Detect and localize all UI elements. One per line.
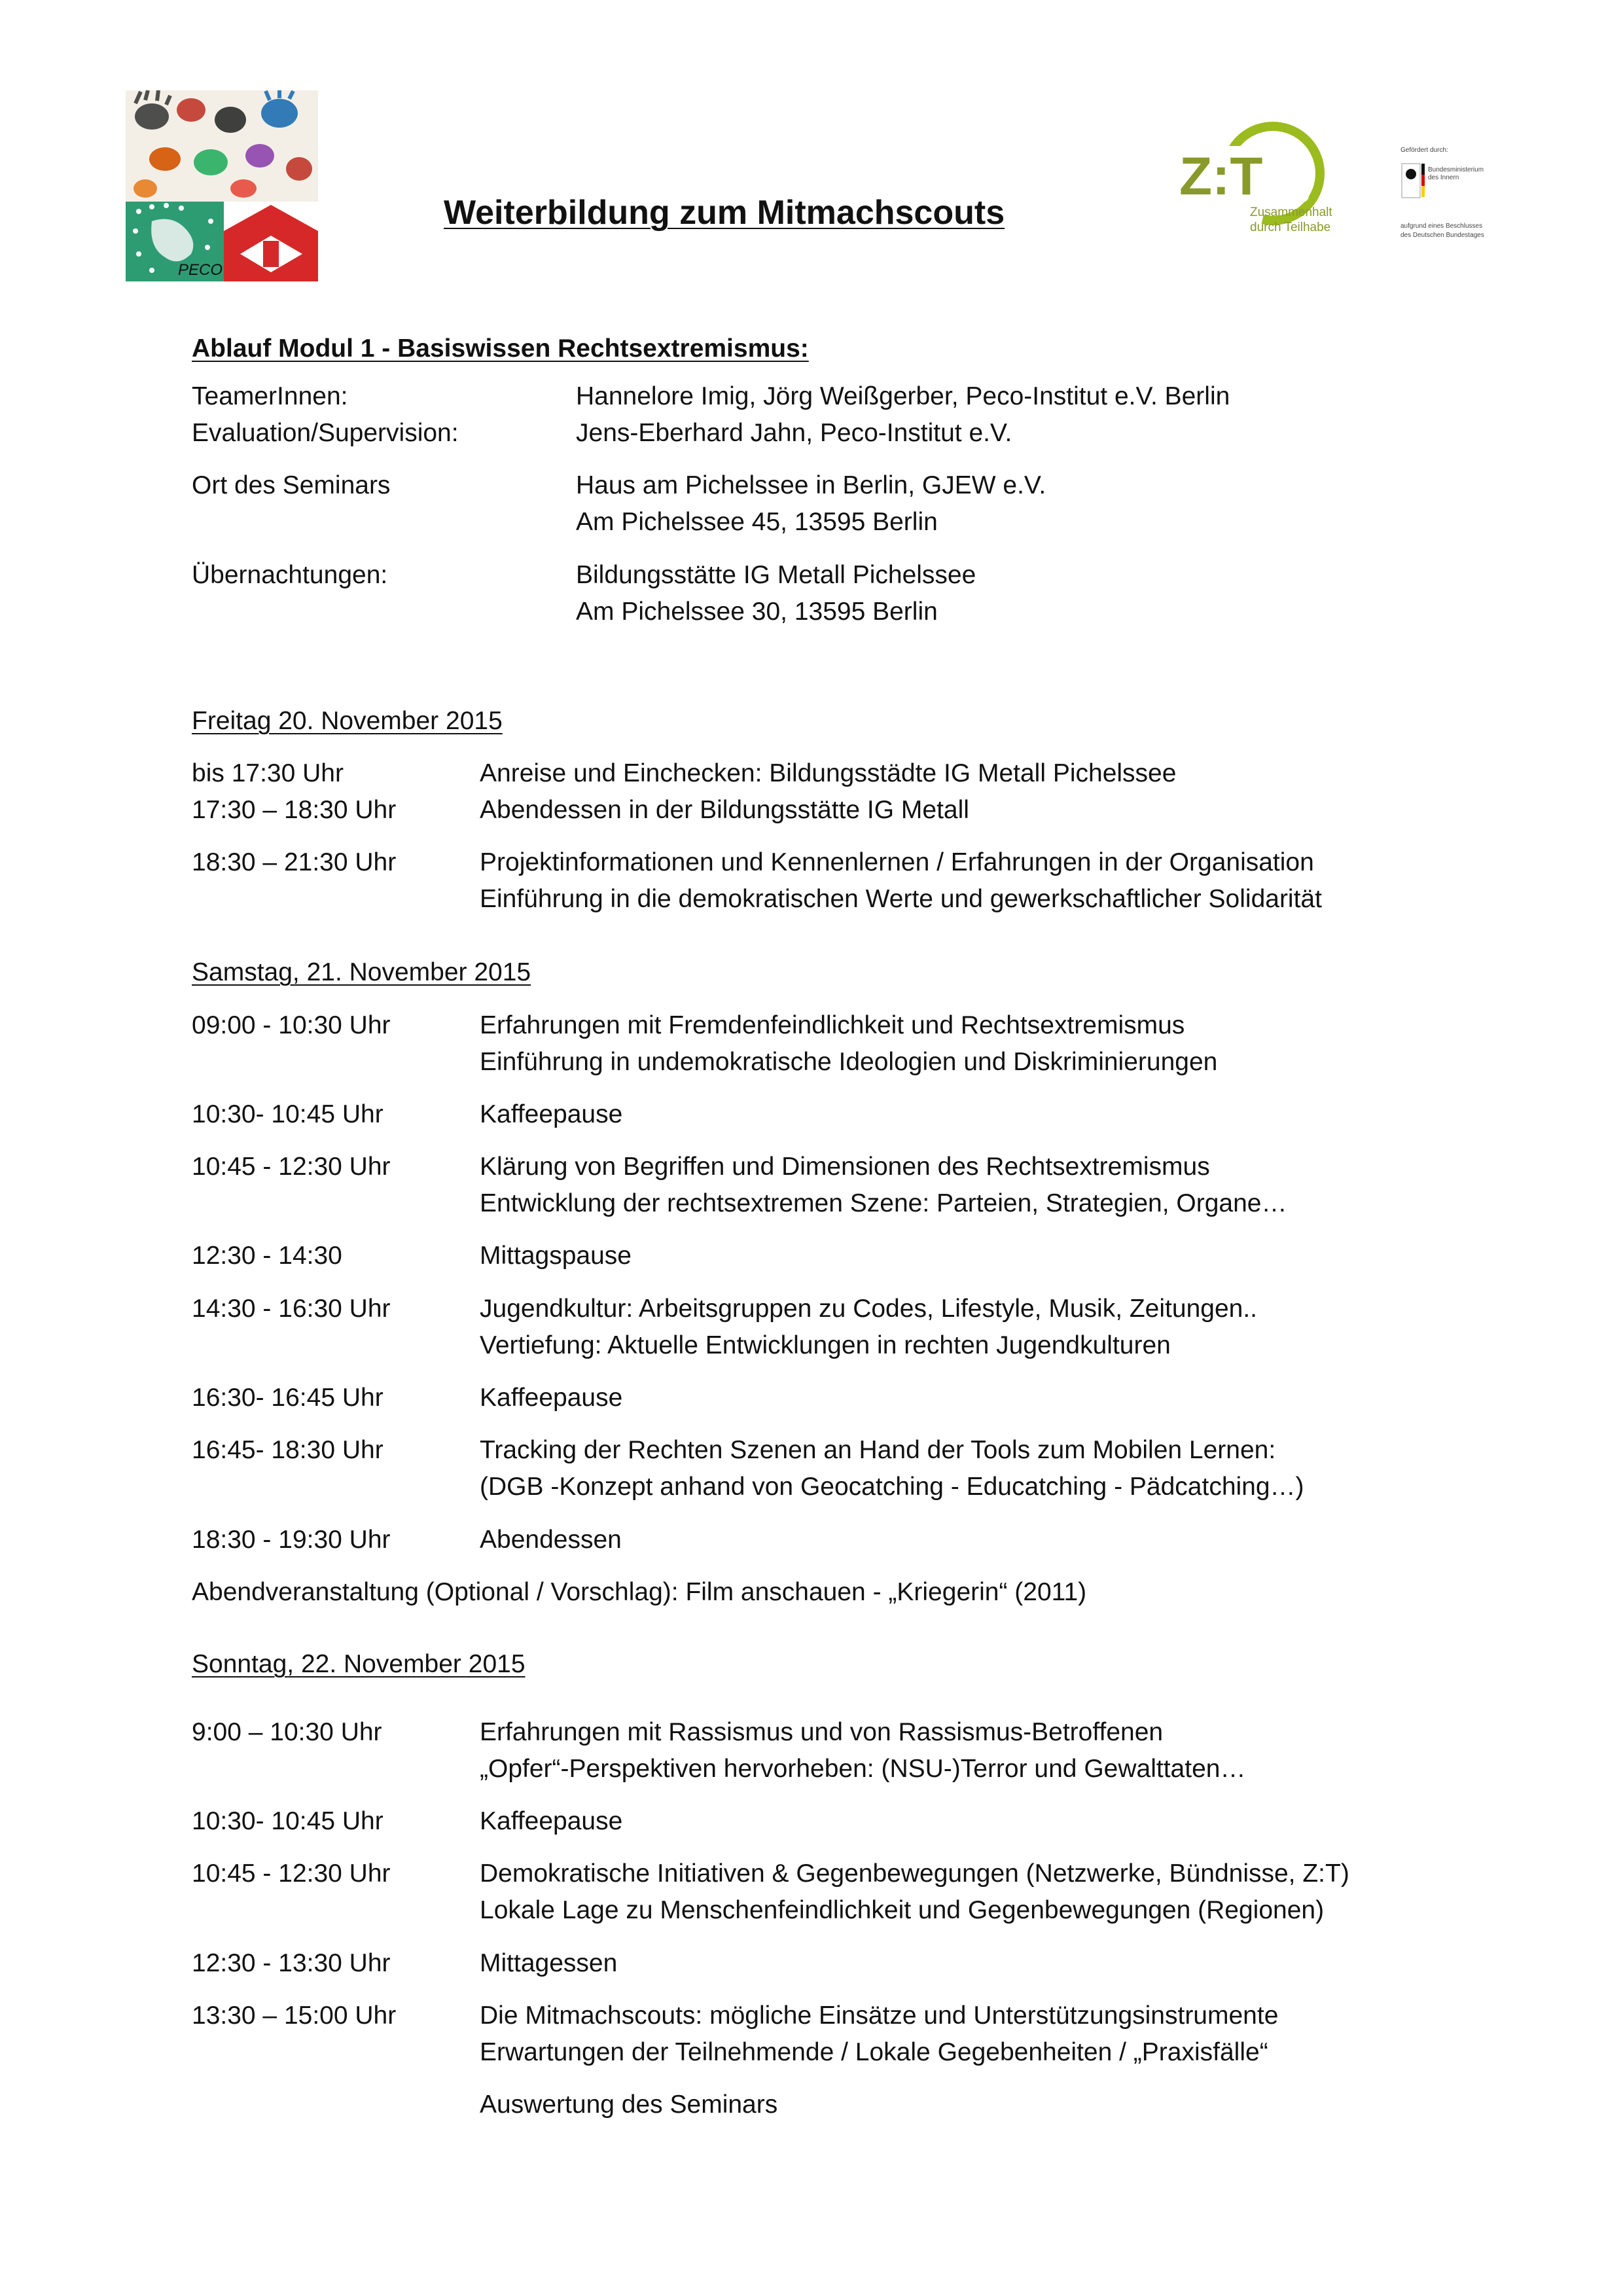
day-heading-sunday: Sonntag, 22. November 2015 bbox=[192, 1650, 526, 1678]
schedule-activity: Jugendkultur: Arbeitsgruppen zu Codes, Lifestyle, Musik, Zeitungen.. bbox=[480, 1295, 1257, 1323]
schedule-activity: Einführung in undemokratische Ideologien und Diskriminierungen bbox=[480, 1048, 1218, 1076]
day-heading-friday: Freitag 20. November 2015 bbox=[192, 707, 503, 735]
peco-logo bbox=[126, 90, 318, 281]
schedule-activity: (DGB -Konzept anhand von Geocatching - Educatching - Pädcatching…) bbox=[480, 1473, 1304, 1501]
info-label-location: Ort des Seminars bbox=[192, 471, 391, 499]
info-value-location-line1: Haus am Pichelssee in Berlin, GJEW e.V. bbox=[576, 471, 1046, 499]
schedule-activity: Entwicklung der rechtsextremen Szene: Parteien, Strategien, Organe… bbox=[480, 1189, 1287, 1217]
schedule-time: 10:45 - 12:30 Uhr bbox=[192, 1153, 391, 1181]
schedule-activity: Abendessen bbox=[480, 1526, 622, 1554]
schedule-activity: Auswertung des Seminars bbox=[480, 2090, 778, 2119]
info-value-location-line2: Am Pichelssee 45, 13595 Berlin bbox=[576, 508, 938, 536]
schedule-activity: Erfahrungen mit Fremdenfeindlichkeit und Rechtsextremismus bbox=[480, 1011, 1185, 1039]
schedule-time: 16:30- 16:45 Uhr bbox=[192, 1384, 383, 1412]
schedule-activity: Vertiefung: Aktuelle Entwicklungen in rechten Jugendkulturen bbox=[480, 1331, 1171, 1359]
schedule-time: 10:30- 10:45 Uhr bbox=[192, 1807, 383, 1835]
bmi-logo bbox=[1400, 144, 1505, 242]
schedule-activity: Kaffeepause bbox=[480, 1100, 623, 1128]
bmi-top-text: Gefördert durch: bbox=[1400, 147, 1448, 154]
schedule-time: 10:45 - 12:30 Uhr bbox=[192, 1859, 391, 1888]
schedule-activity: Projektinformationen und Kennenlernen / Erfahrungen in der Organisation bbox=[480, 848, 1314, 876]
schedule-time: 13:30 – 15:00 Uhr bbox=[192, 2001, 397, 2030]
schedule-time: bis 17:30 Uhr bbox=[192, 759, 344, 787]
schedule-activity: Klärung von Begriffen und Dimensionen des Rechtsextremismus bbox=[480, 1153, 1210, 1181]
schedule-time: 09:00 - 10:30 Uhr bbox=[192, 1011, 391, 1039]
schedule-activity: Tracking der Rechten Szenen an Hand der Tools zum Mobilen Lernen: bbox=[480, 1436, 1276, 1464]
info-value-teamer: Hannelore Imig, Jörg Weißgerber, Peco-Institut e.V. Berlin bbox=[576, 382, 1230, 410]
schedule-time: 12:30 - 13:30 Uhr bbox=[192, 1949, 391, 1977]
bmi-ministry-line1: Bundesministerium bbox=[1428, 166, 1484, 173]
zt-line2: durch Teilhabe bbox=[1250, 221, 1331, 234]
schedule-activity: Einführung in die demokratischen Werte und gewerkschaftlicher Solidarität bbox=[480, 885, 1322, 913]
schedule-activity: Demokratische Initiativen & Gegenbewegungen (Netzwerke, Bündnisse, Z:T) bbox=[480, 1859, 1349, 1888]
bmi-note-line1: aufgrund eines Beschlusses bbox=[1400, 223, 1483, 230]
evening-event-note: Abendveranstaltung (Optional / Vorschlag): Film anschauen - „Kriegerin“ (2011) bbox=[192, 1578, 1087, 1606]
info-label-evaluation: Evaluation/Supervision: bbox=[192, 419, 459, 447]
zt-mark: Z:T bbox=[1179, 147, 1263, 206]
info-label-teamer: TeamerInnen: bbox=[192, 382, 348, 410]
schedule-time: 12:30 - 14:30 bbox=[192, 1242, 342, 1270]
schedule-time: 9:00 – 10:30 Uhr bbox=[192, 1718, 382, 1746]
schedule-activity: Erwartungen der Teilnehmende / Lokale Gegebenheiten / „Praxisfälle“ bbox=[480, 2038, 1268, 2066]
page-title: Weiterbildung zum Mitmachscouts bbox=[444, 194, 1005, 232]
schedule-time: 18:30 - 19:30 Uhr bbox=[192, 1526, 391, 1554]
schedule-activity: Anreise und Einchecken: Bildungsstädte IG Metall Pichelssee bbox=[480, 759, 1177, 787]
bmi-note-line2: des Deutschen Bundestages bbox=[1400, 232, 1484, 239]
info-value-accommodation-line1: Bildungsstätte IG Metall Pichelssee bbox=[576, 561, 976, 589]
schedule-activity: Erfahrungen mit Rassismus und von Rassismus-Betroffenen bbox=[480, 1718, 1164, 1746]
schedule-activity: „Opfer“-Perspektiven hervorheben: (NSU-)Terror und Gewalttaten… bbox=[480, 1755, 1246, 1783]
schedule-activity: Abendessen in der Bildungsstätte IG Metall bbox=[480, 796, 969, 824]
zt-line1: Zusammenhalt bbox=[1250, 206, 1332, 219]
schedule-activity: Mittagessen bbox=[480, 1949, 618, 1977]
schedule-time: 16:45- 18:30 Uhr bbox=[192, 1436, 383, 1464]
schedule-activity: Kaffeepause bbox=[480, 1384, 623, 1412]
zt-logo bbox=[1171, 121, 1361, 239]
module-heading: Ablauf Modul 1 - Basiswissen Rechtsextremismus: bbox=[192, 334, 809, 363]
schedule-activity: Die Mitmachscouts: mögliche Einsätze und Unterstützungsinstrumente bbox=[480, 2001, 1279, 2030]
schedule-time: 14:30 - 16:30 Uhr bbox=[192, 1295, 391, 1323]
info-value-accommodation-line2: Am Pichelssee 30, 13595 Berlin bbox=[576, 598, 938, 626]
schedule-activity: Lokale Lage zu Menschenfeindlichkeit und Gegenbewegungen (Regionen) bbox=[480, 1896, 1325, 1924]
schedule-activity: Kaffeepause bbox=[480, 1807, 623, 1835]
info-label-accommodation: Übernachtungen: bbox=[192, 561, 388, 589]
day-heading-saturday: Samstag, 21. November 2015 bbox=[192, 958, 531, 986]
schedule-time: 10:30- 10:45 Uhr bbox=[192, 1100, 383, 1128]
bmi-ministry-line2: des Innern bbox=[1428, 174, 1459, 181]
info-value-evaluation: Jens-Eberhard Jahn, Peco-Institut e.V. bbox=[576, 419, 1012, 447]
schedule-time: 17:30 – 18:30 Uhr bbox=[192, 796, 397, 824]
peco-brand-text: PECO bbox=[178, 261, 223, 279]
schedule-time: 18:30 – 21:30 Uhr bbox=[192, 848, 397, 876]
schedule-activity: Mittagspause bbox=[480, 1242, 632, 1270]
